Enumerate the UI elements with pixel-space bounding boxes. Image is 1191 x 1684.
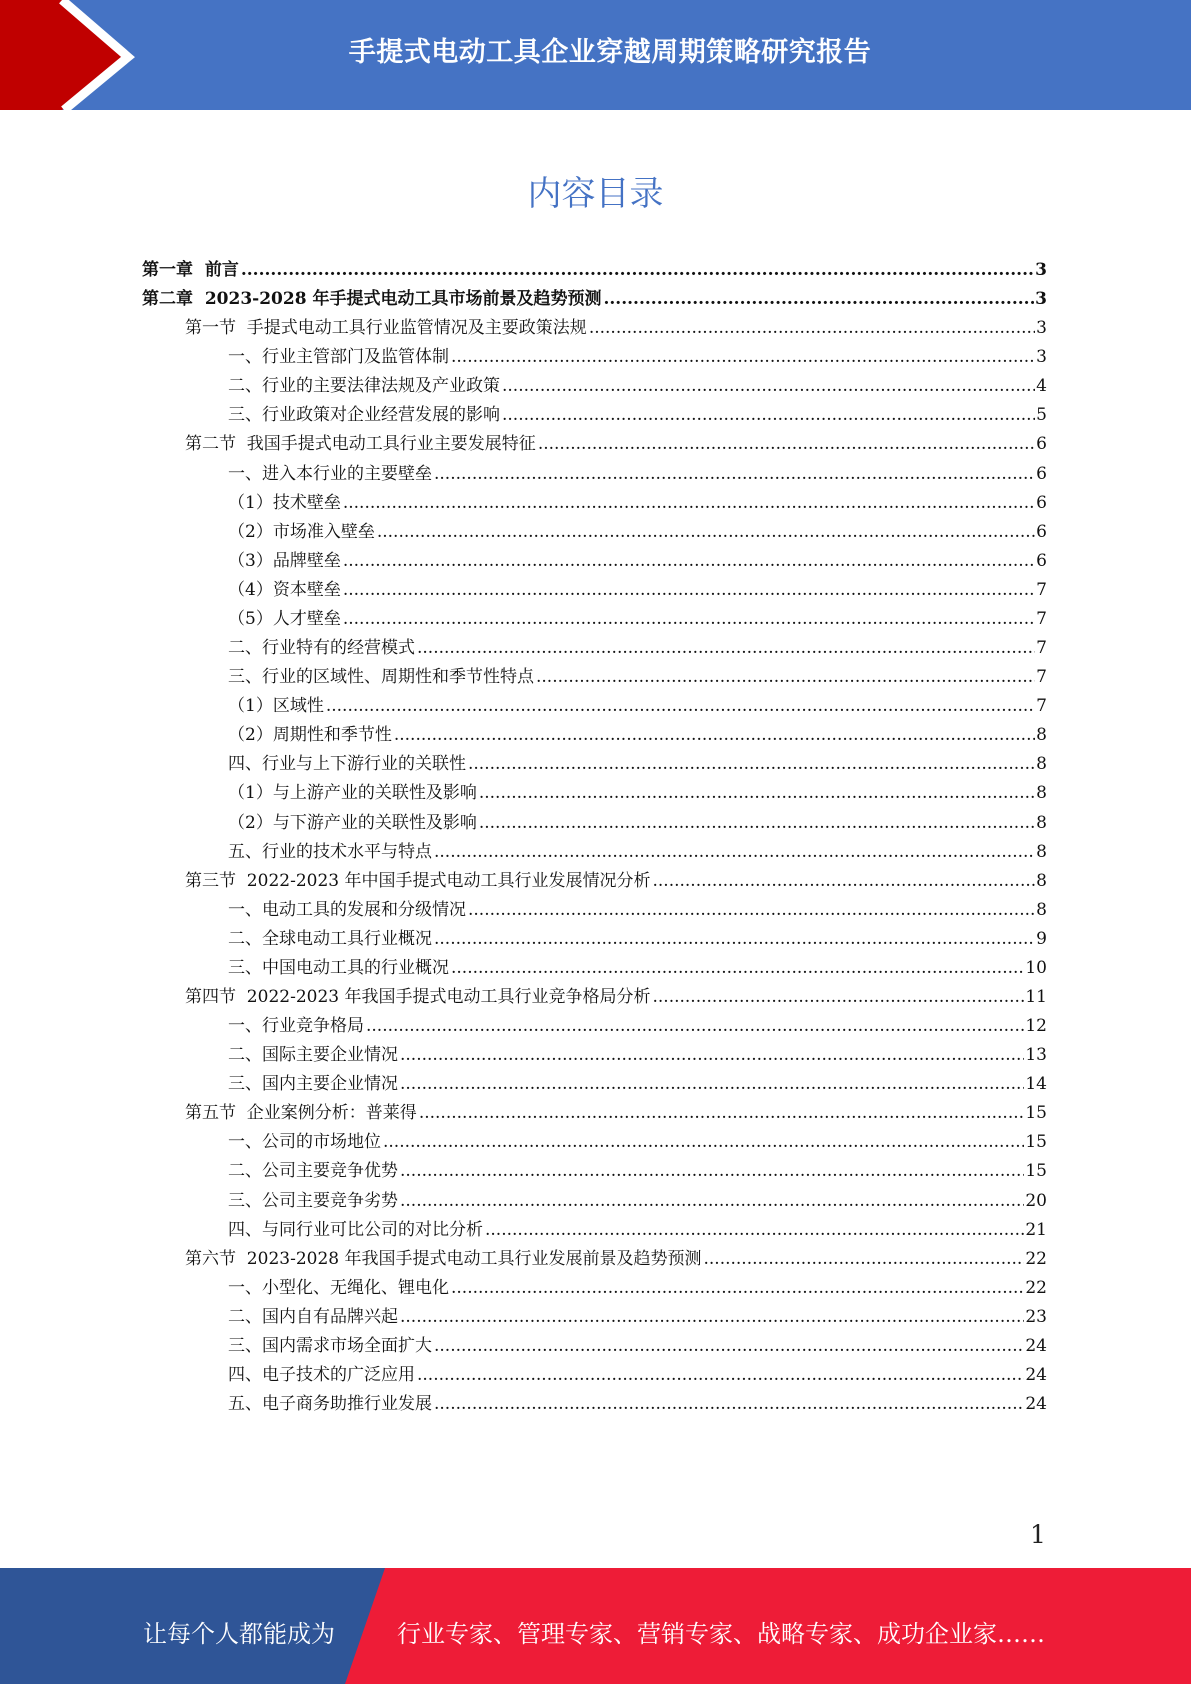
toc-entry-label: （2）周期性和季节性 — [228, 720, 394, 745]
toc-leader-dots — [343, 580, 1035, 600]
toc-entry-page: 24 — [1025, 1365, 1047, 1386]
toc-entry-page: 22 — [1025, 1248, 1047, 1269]
toc-entry[interactable] — [228, 1273, 1047, 1302]
toc-leader-dots — [394, 725, 1035, 745]
toc-leader-dots — [419, 1103, 1025, 1123]
toc-entry-page: 24 — [1025, 1394, 1047, 1415]
report-title: 手提式电动工具企业穿越周期策略研究报告 — [348, 37, 872, 68]
toc-entry-label: 第四节 2022-2023 年我国手提式电动工具行业竞争格局分析 — [185, 982, 652, 1007]
toc-entry-page: 3 — [1036, 347, 1047, 368]
toc-entry-page: 20 — [1025, 1190, 1047, 1211]
toc-entry-label: 第二章 2023-2028 年手提式电动工具市场前景及趋势预测 — [142, 284, 603, 309]
toc-entry-label: 四、与同行业可比公司的对比分析 — [228, 1215, 485, 1240]
toc-entry-page: 15 — [1025, 1132, 1047, 1153]
toc-entry[interactable] — [228, 1360, 1047, 1389]
page-number: 1 — [1030, 1520, 1046, 1549]
toc-leader-dots — [652, 987, 1024, 1007]
toc-entry-page: 3 — [1035, 289, 1047, 310]
toc-entry-page: 9 — [1036, 928, 1047, 949]
toc-entry[interactable] — [185, 982, 1047, 1011]
toc-leader-dots — [400, 1045, 1024, 1065]
toc-entry[interactable] — [228, 1186, 1047, 1215]
toc-leader-dots — [502, 405, 1035, 425]
toc-leader-dots — [479, 783, 1035, 803]
toc-entry[interactable] — [228, 575, 1047, 604]
toc-entry-page: 8 — [1036, 870, 1047, 891]
toc-entry[interactable] — [228, 342, 1047, 371]
toc-entry-label: 第五节 企业案例分析：普莱得 — [185, 1098, 419, 1123]
toc-entry-label: 一、小型化、无绳化、锂电化 — [228, 1273, 451, 1298]
toc-entry-page: 7 — [1036, 579, 1047, 600]
toc-entry-label: （1）与上游产业的关联性及影响 — [228, 778, 479, 803]
toc-entry[interactable] — [228, 895, 1047, 924]
page-footer — [0, 1568, 1191, 1684]
toc-entry[interactable] — [228, 1011, 1047, 1040]
toc-entry-label: （1）区域性 — [228, 691, 326, 716]
page-header — [0, 0, 1191, 110]
toc-entry[interactable] — [228, 720, 1047, 749]
toc-entry-label: （3）品牌壁垒 — [228, 546, 343, 571]
toc-entry-label: （1）技术壁垒 — [228, 488, 343, 513]
toc-entry-label: 五、行业的技术水平与特点 — [228, 837, 434, 862]
toc-entry[interactable] — [228, 1127, 1047, 1156]
toc-heading: 内容目录 — [527, 174, 664, 214]
toc-entry[interactable] — [228, 517, 1047, 546]
toc-entry-page: 24 — [1025, 1335, 1047, 1356]
toc-entry-label: 二、行业的主要法律法规及产业政策 — [228, 371, 502, 396]
toc-entry-label: 二、国际主要企业情况 — [228, 1040, 400, 1065]
toc-entry-label: 第二节 我国手提式电动工具行业主要发展特征 — [185, 429, 538, 454]
toc-entry[interactable] — [228, 633, 1047, 662]
toc-entry[interactable] — [185, 429, 1047, 458]
toc-entry-page: 15 — [1025, 1161, 1047, 1182]
toc-entry-label: 三、国内需求市场全面扩大 — [228, 1331, 434, 1356]
toc-leader-dots — [400, 1161, 1024, 1181]
toc-entry[interactable] — [228, 1389, 1047, 1418]
toc-leader-dots — [485, 1220, 1024, 1240]
toc-leader-dots — [377, 522, 1035, 542]
toc-entry-label: （2）市场准入壁垒 — [228, 517, 377, 542]
toc-entry[interactable] — [228, 1069, 1047, 1098]
footer-slogan-left: 让每个人都能成为 — [143, 1620, 335, 1648]
toc-entry[interactable] — [185, 1244, 1047, 1273]
toc-leader-dots — [366, 1016, 1024, 1036]
toc-leader-dots — [652, 871, 1035, 891]
toc-entry-label: 第六节 2023-2028 年我国手提式电动工具行业发展前景及趋势预测 — [185, 1244, 703, 1269]
toc-entry[interactable] — [228, 488, 1047, 517]
toc-leader-dots — [400, 1307, 1024, 1327]
toc-entry-label: 二、国内自有品牌兴起 — [228, 1302, 400, 1327]
toc-entry[interactable] — [142, 284, 1047, 313]
toc-entry[interactable] — [228, 837, 1047, 866]
toc-entry-page: 7 — [1036, 696, 1047, 717]
toc-leader-dots — [434, 929, 1035, 949]
toc-entry-page: 4 — [1036, 376, 1047, 397]
toc-entry-page: 8 — [1036, 812, 1047, 833]
toc-entry-label: 二、行业特有的经营模式 — [228, 633, 417, 658]
toc-leader-dots — [326, 696, 1035, 716]
toc-entry-page: 11 — [1025, 987, 1047, 1007]
toc-leader-dots — [703, 1249, 1024, 1269]
toc-entry-page: 3 — [1035, 260, 1047, 280]
toc-entry[interactable] — [228, 808, 1047, 837]
toc-entry-page: 21 — [1025, 1219, 1047, 1240]
toc-entry[interactable] — [228, 1302, 1047, 1331]
toc-entry-page: 23 — [1025, 1306, 1047, 1327]
toc-entry-page: 3 — [1036, 318, 1047, 339]
toc-entry-page: 8 — [1036, 725, 1047, 746]
toc-leader-dots — [241, 260, 1034, 280]
toc-entry[interactable] — [228, 1156, 1047, 1185]
toc-entry[interactable] — [185, 866, 1047, 895]
footer-slogan-right: 行业专家、管理专家、营销专家、战略专家、成功企业家…… — [397, 1620, 1045, 1648]
toc-leader-dots — [383, 1132, 1024, 1152]
toc-entry-label: 三、行业的区域性、周期性和季节性特点 — [228, 662, 536, 687]
toc-entry-page: 8 — [1036, 754, 1047, 775]
toc-entry-label: 二、公司主要竞争优势 — [228, 1156, 400, 1181]
toc-leader-dots — [343, 551, 1035, 571]
toc-entry-page: 8 — [1036, 841, 1047, 862]
toc-leader-dots — [538, 434, 1035, 454]
toc-entry-label: 四、电子技术的广泛应用 — [228, 1360, 417, 1385]
toc-entry-label: 五、电子商务助推行业发展 — [228, 1389, 434, 1414]
toc-entry[interactable] — [228, 778, 1047, 807]
toc-entry[interactable] — [228, 546, 1047, 575]
toc-entry-label: 第三节 2022-2023 年中国手提式电动工具行业发展情况分析 — [185, 866, 652, 891]
toc-leader-dots — [400, 1074, 1024, 1094]
toc-leader-dots — [343, 609, 1035, 629]
toc-leader-dots — [451, 347, 1035, 367]
toc-entry-label: 一、公司的市场地位 — [228, 1127, 383, 1152]
toc-entry-page: 7 — [1036, 667, 1047, 688]
toc-entry[interactable] — [228, 691, 1047, 720]
toc-entry-page: 5 — [1036, 405, 1047, 426]
toc-entry-page: 14 — [1025, 1074, 1047, 1095]
toc-entry-page: 15 — [1025, 1103, 1047, 1124]
toc-entry-label: 三、中国电动工具的行业概况 — [228, 953, 451, 978]
toc-leader-dots — [434, 1336, 1024, 1356]
toc-entry-page: 10 — [1025, 957, 1047, 978]
toc-leader-dots — [536, 667, 1035, 687]
toc-leader-dots — [502, 376, 1035, 396]
toc-leader-dots — [451, 1278, 1024, 1298]
toc-entry[interactable] — [228, 604, 1047, 633]
toc-entry[interactable] — [228, 662, 1047, 691]
toc-entry-label: （5）人才壁垒 — [228, 604, 343, 629]
toc-entry-label: 三、行业政策对企业经营发展的影响 — [228, 400, 502, 425]
toc-leader-dots — [400, 1191, 1024, 1211]
toc-entry[interactable] — [228, 1331, 1047, 1360]
toc-entry-label: 四、行业与上下游行业的关联性 — [228, 749, 468, 774]
toc-entry[interactable] — [228, 400, 1047, 429]
toc-entry-page: 8 — [1036, 783, 1047, 804]
toc-entry[interactable] — [228, 1215, 1047, 1244]
toc-entry[interactable] — [228, 953, 1047, 982]
toc-entry-page: 6 — [1036, 550, 1047, 571]
toc-entry-page: 12 — [1025, 1016, 1047, 1037]
toc-entry-label: 三、公司主要竞争劣势 — [228, 1186, 400, 1211]
toc-entry-page: 8 — [1036, 899, 1047, 920]
toc-entry[interactable] — [228, 371, 1047, 400]
toc-entry[interactable] — [142, 255, 1047, 284]
toc-entry-label: 一、行业主管部门及监管体制 — [228, 342, 451, 367]
toc-entry[interactable] — [228, 1040, 1047, 1069]
toc-entry-page: 6 — [1036, 434, 1047, 455]
toc-leader-dots — [468, 754, 1035, 774]
toc-entry[interactable] — [185, 313, 1047, 342]
toc-leader-dots — [434, 464, 1035, 484]
toc-leader-dots — [468, 900, 1035, 920]
toc-leader-dots — [603, 289, 1034, 309]
toc-entry[interactable] — [228, 924, 1047, 953]
toc-entry-page: 13 — [1025, 1045, 1047, 1066]
toc-entry-label: 一、行业竞争格局 — [228, 1011, 366, 1036]
toc-entry[interactable] — [228, 459, 1047, 488]
toc-leader-dots — [417, 638, 1035, 658]
toc-entry[interactable] — [185, 1098, 1047, 1127]
toc-entry-label: 三、国内主要企业情况 — [228, 1069, 400, 1094]
toc-entry-label: 第一节 手提式电动工具行业监管情况及主要政策法规 — [185, 313, 589, 338]
toc-leader-dots — [343, 493, 1035, 513]
toc-leader-dots — [589, 318, 1035, 338]
toc-entry-label: （4）资本壁垒 — [228, 575, 343, 600]
toc-leader-dots — [434, 1394, 1024, 1414]
toc-entry-page: 6 — [1036, 492, 1047, 513]
toc-leader-dots — [417, 1365, 1024, 1385]
toc-entry[interactable] — [228, 749, 1047, 778]
toc-entry-label: （2）与下游产业的关联性及影响 — [228, 808, 479, 833]
toc-entry-label: 一、进入本行业的主要壁垒 — [228, 459, 434, 484]
toc-entry-label: 第一章 前言 — [142, 255, 241, 280]
toc-entry-page: 6 — [1036, 521, 1047, 542]
toc-entry-page: 22 — [1025, 1277, 1047, 1298]
toc-leader-dots — [451, 958, 1024, 978]
header-arrow-decoration — [0, 0, 160, 110]
toc-entry-page: 6 — [1036, 463, 1047, 484]
toc-entry-page: 7 — [1036, 638, 1047, 659]
toc-entry-label: 一、电动工具的发展和分级情况 — [228, 895, 468, 920]
toc-entry-label: 二、全球电动工具行业概况 — [228, 924, 434, 949]
toc-leader-dots — [479, 813, 1035, 833]
toc-leader-dots — [434, 842, 1035, 862]
toc-entry-page: 7 — [1036, 608, 1047, 629]
